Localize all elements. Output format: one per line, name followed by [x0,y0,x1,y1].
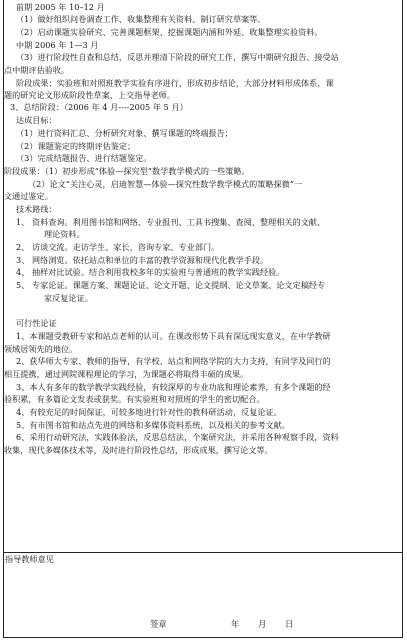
text-line: （1）进行资料汇总、分析研究对象、撰写课题的终端报告； [16,128,233,138]
text-line: 4、 抽样对比试验。结合利用我校多年的实验班与普通班的教学实践经验。 [16,267,285,277]
text-line: 3、 网络浏览。依托站点和单位的丰富的教学资源和现代化教学手段。 [16,255,269,265]
text-line: 3、本人有多年的数学教学实践经验，有较深厚的专业功底和理论素养，有多个课题的经 [16,382,331,392]
text-line: 1、本课题受教研专家和站点老师的认可。在课改形势下具有深远现实意义，在中学教研 [16,331,331,341]
text-line: 相互提携，通过网院课程理论的学习，为课题必将取得丰硕的成果。 [4,369,249,379]
text-line: 中期 2006 年 1—3 月 [16,40,99,50]
text-line: 题的研究论文形成阶段性草案，上交指导老师。 [4,90,176,100]
text-line: 5、有市图书馆和站点先进的网络和多媒体资料系统，以及相关的参考文献。 [16,420,290,430]
advisor-opinion-heading: 指导教师意见 [5,554,54,564]
text-line: 文通过鉴定。 [4,191,53,201]
text-line: 验积累，有多篇论文发表或获奖。有实验班和对照班的学生的密切配合。 [4,394,265,404]
text-line: （3）完成结题报告、进行结题鉴定。 [16,153,152,163]
text-line: 可行性论证 [16,318,57,328]
text-line: 6、采用行动研究法，实践体验法，反思总结法，个案研究法，并采用各种观察手段，资料 [16,432,339,442]
text-line: 2、 访谈交流。走访学生、家长，咨询专家、专业部门。 [16,242,220,252]
text-line: 领域居领先的地位。 [4,344,78,354]
text-line: 3、总结阶段：（2006 年 4 月----2005 年 5 月） [10,102,188,112]
text-line: （2）课题鉴定的终期评估鉴定； [16,141,136,151]
day-label: 日 [285,619,294,629]
month-label: 月 [258,619,267,629]
signature-label: 签章 [150,619,167,629]
text-line: 达成目标： [16,115,57,125]
text-line: （1）做好组织问卷调查工作、收集整理有关资料、制订研究草案等。 [16,14,266,24]
text-line: 5、 专家论证。课题方案、课题论证、论文开题、论文提纲、论文草案、论文定稿经专 [16,280,326,290]
year-label: 年 [231,619,240,629]
text-line: 理论资料。 [44,229,85,239]
text-line: 技术路线： [16,204,57,214]
text-line: 前期 2005 年 10–12 月 [16,2,105,12]
text-line: 2、获华师大专家、教师的指导，有学校、站点和网络学院的大力支持，有同学及同行的 [16,356,331,366]
advisor-opinion-section [4,553,402,638]
text-line: （2）启动课题实验研究、完善课题框架、挖掘课题内涵和外延、收集整理实验资料。 [16,27,323,37]
text-line: （3）进行阶段性自查和总结，反思并理清下阶段的研究工作，撰写中期研究报告、接受站 [16,52,339,62]
form-page [3,0,403,638]
text-line: （2）论文“关注心灵，启迪智慧—体验—探究性数学教学模式的策略探微”一 [28,179,303,189]
text-line: 4、有较充足的时间保证，可较多地进行针对性的教科研活动，反复论证。 [16,407,282,417]
text-line: 阶段成果：实验班和对照班教学实验有序进行，形成初步结论，大部分材料形成体系，课 [16,78,334,88]
research-plan-section [4,0,402,552]
text-line: 点中期评估验收。 [4,65,70,75]
text-line: 1、 资料查询。利用图书馆和网络、专业报刊、工具书搜集、查阅、整理相关的文献、 [16,217,326,227]
text-line: 家反复论证。 [44,293,93,303]
text-line: 阶段成果：（1）初步形成“体验—探究型”数学教学模式的一些策略。 [4,166,250,176]
text-line: 收集，现代多媒体技术等，及时进行阶段性总结，形成成果，撰写论文等。 [4,445,273,455]
